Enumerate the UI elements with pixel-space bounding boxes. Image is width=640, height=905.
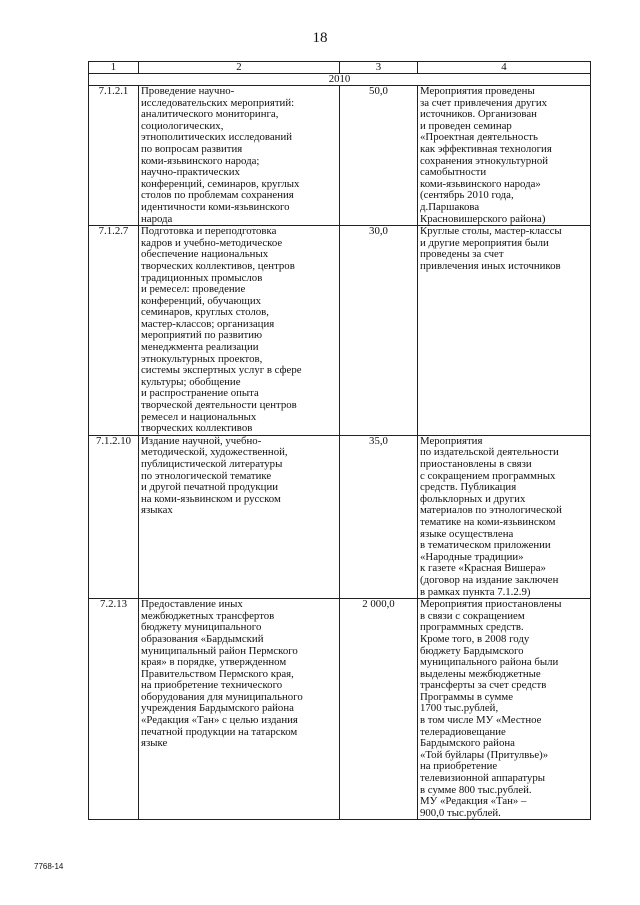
item-description-line: «Редакция «Тан» с целью издания	[141, 714, 298, 727]
item-description-line: традиционных промыслов	[141, 271, 263, 284]
item-description-line: научно-практических	[141, 166, 240, 179]
item-description-line: и другой печатной продукции	[141, 481, 279, 494]
item-description-line: языках	[141, 504, 173, 517]
item-note-line: в тематическом приложении	[420, 539, 551, 552]
item-description-line: кадров и учебно-методическое	[141, 236, 283, 249]
item-note-line: самобытности	[420, 166, 487, 179]
item-description-line: конференций, семинаров, круглых	[141, 177, 300, 190]
item-note-line: 1700 тыс.рублей,	[420, 702, 499, 715]
item-note-line: выделены межбюджетные	[420, 667, 541, 680]
item-note-line: Мероприятия приостановлены	[420, 598, 562, 611]
item-note-line: к газете «Красная Вишера»	[420, 562, 546, 575]
item-note-line: Красновишерского района)	[420, 212, 546, 225]
item-description-line: идентичности коми-язьвинского	[141, 200, 290, 213]
item-note-line: за счет привлечения других	[420, 96, 547, 109]
item-description-line: учреждения Бардымского района	[141, 702, 294, 715]
item-description	[139, 599, 340, 820]
table-row	[89, 599, 591, 820]
column-header: 3	[340, 62, 418, 74]
item-amount: 30,0	[340, 226, 418, 436]
item-note-line: в сумме 800 тыс.рублей.	[420, 783, 532, 796]
item-note-line: языке осуществлена	[420, 527, 514, 540]
page-number: 18	[312, 30, 328, 46]
item-description-line: коми-язьвинского народа;	[141, 154, 260, 167]
item-note-line: и другие мероприятия были	[420, 236, 549, 249]
item-note-line: проведены за счет	[420, 248, 504, 261]
item-amount: 50,0	[340, 86, 418, 226]
item-amount: 35,0	[340, 435, 418, 598]
item-description-line: на приобретение технического	[141, 679, 283, 692]
item-note-line: в связи с сокращением	[420, 609, 525, 622]
item-note-line: Мероприятия проведены	[420, 85, 535, 97]
item-note-line: на приобретение	[420, 760, 498, 773]
item-description-line: ремесел и национальных	[141, 410, 257, 423]
item-description-line: этнополитических исследований	[141, 131, 293, 144]
item-description-line: муниципальный район Пермского	[141, 644, 298, 657]
column-header: 4	[418, 62, 591, 74]
item-note	[418, 599, 591, 820]
item-note-line: Программы в сумме	[420, 690, 513, 703]
item-note-line: сохранения этнокультурной	[420, 154, 549, 167]
item-description-line: Подготовка и переподготовка	[141, 225, 277, 238]
item-description-line: по этнологической тематике	[141, 469, 272, 482]
item-description-line: по вопросам развития	[141, 142, 243, 155]
item-note-line: муниципального района были	[420, 656, 559, 669]
item-note-line: источников. Организован	[420, 108, 537, 121]
item-note-line: бюджету Бардымского	[420, 644, 524, 657]
item-note-line: приостановлены в связи	[420, 458, 532, 470]
item-note-line: и проведен семинар	[420, 119, 512, 132]
item-note-line: трансферты за счет средств	[420, 679, 547, 692]
item-note-line: (сентябрь 2010 года,	[420, 189, 514, 202]
item-description-line: на коми-язьвинском и русском	[141, 492, 281, 505]
item-description	[139, 86, 340, 226]
item-note-line: телевизионной аппаратуры	[420, 772, 545, 785]
item-description-line: конференций, обучающих	[141, 294, 262, 307]
item-description-line: мероприятий по развитию	[141, 329, 263, 342]
item-note-line: в том числе МУ «Местное	[420, 714, 542, 727]
item-description-line: творческой деятельности центров	[141, 399, 297, 412]
table-row	[89, 226, 591, 436]
item-note-line: 900,0 тыс.рублей.	[420, 806, 501, 819]
item-code: 7.1.2.10	[89, 435, 139, 598]
item-note-line: телерадиовещание	[420, 725, 506, 738]
item-description-line: семинаров, круглых столов,	[141, 306, 269, 319]
item-description-line: образования «Бардымский	[141, 632, 264, 645]
item-description-line: аналитического мониторинга,	[141, 108, 279, 121]
item-description-line: и ремесел: проведение	[141, 283, 246, 296]
item-description-line: творческих коллективов, центров	[141, 259, 295, 272]
item-note-line: Мероприятия	[420, 434, 483, 447]
item-note-line: Кроме того, в 2008 году	[420, 632, 530, 645]
item-code: 7.2.13	[89, 599, 139, 820]
item-amount: 2 000,0	[340, 599, 418, 820]
item-note-line: как эффективная технология	[420, 142, 552, 155]
program-table	[88, 61, 591, 820]
item-note-line: МУ «Редакция «Тан» –	[420, 795, 527, 808]
item-description-line: печатной продукции на татарском	[141, 725, 298, 738]
item-note-line: (договор на издание заключен	[420, 573, 559, 586]
column-header: 1	[89, 62, 139, 74]
item-description-line: публицистической литературы	[141, 458, 283, 470]
item-description-line: языке	[141, 737, 168, 750]
year-cell: 2010	[89, 74, 591, 86]
item-description	[139, 435, 340, 598]
item-note-line: «Той буйлары (Притулвье)»	[420, 748, 549, 761]
item-description-line: межбюджетных трансфертов	[141, 609, 275, 622]
item-description-line: творческих коллективов	[141, 422, 253, 435]
item-note	[418, 435, 591, 598]
year-row	[89, 74, 591, 86]
table-row	[89, 86, 591, 226]
item-description-line: Проведение научно-	[141, 85, 235, 97]
item-note	[418, 86, 591, 226]
item-note	[418, 226, 591, 436]
item-note-line: материалов по этнологической	[420, 504, 562, 517]
item-note-line: Бардымского района	[420, 737, 515, 750]
item-code: 7.1.2.1	[89, 86, 139, 226]
item-note-line: с сокращением программных	[420, 469, 556, 482]
item-description	[139, 226, 340, 436]
item-note-line: «Народные традиции»	[420, 550, 524, 563]
item-description-line: системы экспертных услуг в сфере	[141, 364, 302, 377]
item-description-line: обеспечение национальных	[141, 248, 269, 261]
item-description-line: методической, художественной,	[141, 446, 288, 459]
item-note-line: д.Паршакова	[420, 200, 480, 213]
item-description-line: бюджету муниципального	[141, 621, 262, 634]
item-note-line: Круглые столы, мастер-классы	[420, 225, 562, 238]
table-header-row	[89, 62, 591, 74]
item-note-line: коми-язьвинского народа»	[420, 177, 541, 190]
item-description-line: этнокультурных проектов,	[141, 352, 263, 365]
item-code: 7.1.2.7	[89, 226, 139, 436]
item-note-line: программных средств.	[420, 621, 524, 634]
column-header: 2	[139, 62, 340, 74]
item-note-line: по издательской деятельности	[420, 446, 559, 459]
item-note-line: в рамках пункта 7.1.2.9)	[420, 585, 531, 598]
item-description-line: Издание научной, учебно-	[141, 434, 262, 447]
item-description-line: социологических,	[141, 119, 224, 132]
item-description-line: народа	[141, 212, 173, 225]
item-description-line: Предоставление иных	[141, 598, 243, 611]
item-note-line: привлечения иных источников	[420, 259, 561, 272]
table-row	[89, 435, 591, 598]
item-note-line: тематике на коми-язьвинском	[420, 515, 556, 528]
item-note-line: фольклорных и других	[420, 492, 526, 505]
item-description-line: и распространение опыта	[141, 387, 259, 400]
item-description-line: мастер-классов; организация	[141, 317, 275, 330]
item-description-line: столов по проблемам сохранения	[141, 189, 294, 202]
item-description-line: оборудования для муниципального	[141, 690, 303, 703]
item-note-line: средств. Публикация	[420, 481, 517, 494]
item-description-line: менеджмента реализации	[141, 341, 259, 354]
item-note-line: «Проектная деятельность	[420, 131, 538, 144]
item-description-line: Правительством Пермского края,	[141, 667, 294, 680]
item-description-line: культуры; обобщение	[141, 375, 241, 388]
item-description-line: исследовательских мероприятий:	[141, 96, 295, 109]
item-description-line: края» в порядке, утвержденном	[141, 656, 287, 669]
document-code: 7768-14	[34, 862, 64, 871]
